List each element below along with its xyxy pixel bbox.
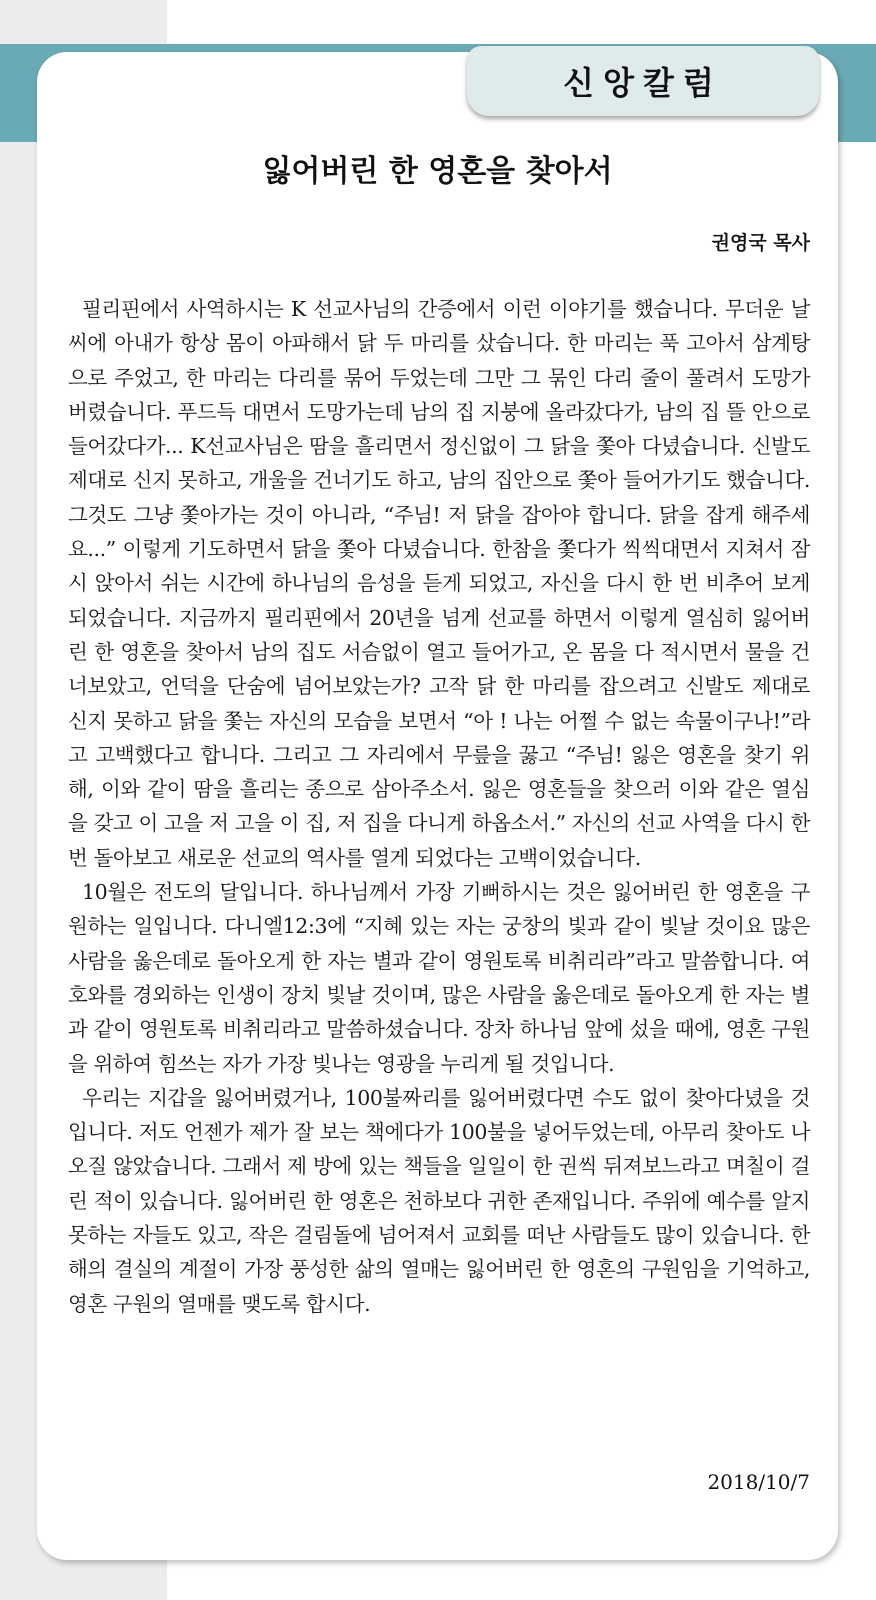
paragraph-2: 10월은 전도의 달입니다. 하나님께서 가장 기뻐하시는 것은 잃어버린 한 영혼을 구원하는 일입니다. 다니엘12:3에 “지혜 있는 자는 궁창의 빛과 같이 빛날 것이요 많은 사람을 옳은데로 돌아오게 한 자는 별과 같이 영원토록 비취리라”라고 말씀합니다. 여호와를 경외하는 인생이 장치 빛날 것이며, 많은 사람을 옳은데로 돌아오게 한 자는 별과 같이 영원토록 비취리라고 말씀하셨습니다. 장차 하나님 앞에 섰을 때에, 영혼 구원을 위하여 힘쓰는 자가 가장 빛나는 영광을 누리게 될 것입니다. (68, 880, 810, 1076)
article-author: 권영국 목사 (711, 232, 810, 254)
section-tab (467, 46, 819, 116)
paragraph-1: 필리핀에서 사역하시는 K 선교사님의 간증에서 이런 이야기를 했습니다. 무더운 날씨에 아내가 항상 몸이 아파해서 닭 두 마리를 샀습니다. 한 마리는 푹 고아서 삼계탕으로 주었고, 한 마리는 다리를 묶어 두었는데 그만 그 묶인 다리 줄이 풀려서 도망가 버렸습니다. 푸드득 대면서 도망가는데 남의 집 지붕에 올라갔다가, 남의 집 뜰 안으로 들어갔다가... K선교사님은 땀을 흘리면서 정신없이 그 닭을 쫓아 다녔습니다. 신발도 제대로 신지 못하고, 개울을 건너기도 하고, 남의 집안으로 쫓아 들어가기도 했습니다. 그것도 그냥 쫓아가는 것이 아니라, “주님! 저 닭을 잡아야 합니다. 닭을 잡게 해주세요...” 이렇게 기도하면서 닭을 쫓아 다녔습니다. 한참을 쫓다가 씩씩대면서 지쳐서 잠시 앉아서 쉬는 시간에 하나님의 음성을 듣게 되었고, 자신을 다시 한 번 비추어 보게 되었습니다. 지금까지 필리핀에서 20년을 넘게 선교를 하면서 이렇게 열심히 잃어버린 한 영혼을 찾아서 남의 집도 서슴없이 열고 들어가고, 온 몸을 다 적시면서 물을 건너보았고, 언덕을 단숨에 넘어보았는가? 고작 닭 한 마리를 잡으려고 신발도 제대로 신지 못하고 닭을 쫓는 자신의 모습을 보면서 “아 ! 나는 어쩔 수 없는 속물이구나!”라고 고백했다고 합니다. 그리고 그 자리에서 무릎을 꿇고 “주님! 잃은 영혼을 찾기 위해, 이와 같이 땀을 흘리는 종으로 삼아주소서. 잃은 영혼들을 찾으러 이와 같은 열심을 갖고 이 고을 저 고을 이 집, 저 집을 다니게 하옵소서.” 자신의 선교 사역을 다시 한 번 돌아보고 새로운 선교의 역사를 열게 되었다는 고백이었습니다. (68, 297, 810, 870)
article-title: 잃어버린 한 영혼을 찾아서 (262, 154, 613, 189)
section-label: 신앙칼럼 (563, 64, 723, 102)
article-body (68, 292, 810, 1321)
article-date: 2018/10/7 (707, 1470, 810, 1494)
paragraph-3: 우리는 지갑을 잃어버렸거나, 100불짜리를 잃어버렸다면 수도 없이 찾아다녔을 것입니다. 저도 언젠가 제가 잘 보는 책에다가 100불을 넣어두었는데, 아무리 찾아도 나오질 않았습니다. 그래서 제 방에 있는 책들을 일일이 한 권씩 뒤져보느라고 며칠이 걸린 적이 있습니다. 잃어버린 한 영혼은 천하보다 귀한 존재입니다. 주위에 예수를 알지 못하는 자들도 있고, 작은 걸림돌에 넘어져서 교회를 떠난 사람들도 많이 있습니다. 한 해의 결실의 계절이 가장 풍성한 삶의 열매는 잃어버린 한 영혼의 구원임을 기억하고, 영혼 구원의 열매를 맺도록 합시다. (68, 1085, 810, 1316)
